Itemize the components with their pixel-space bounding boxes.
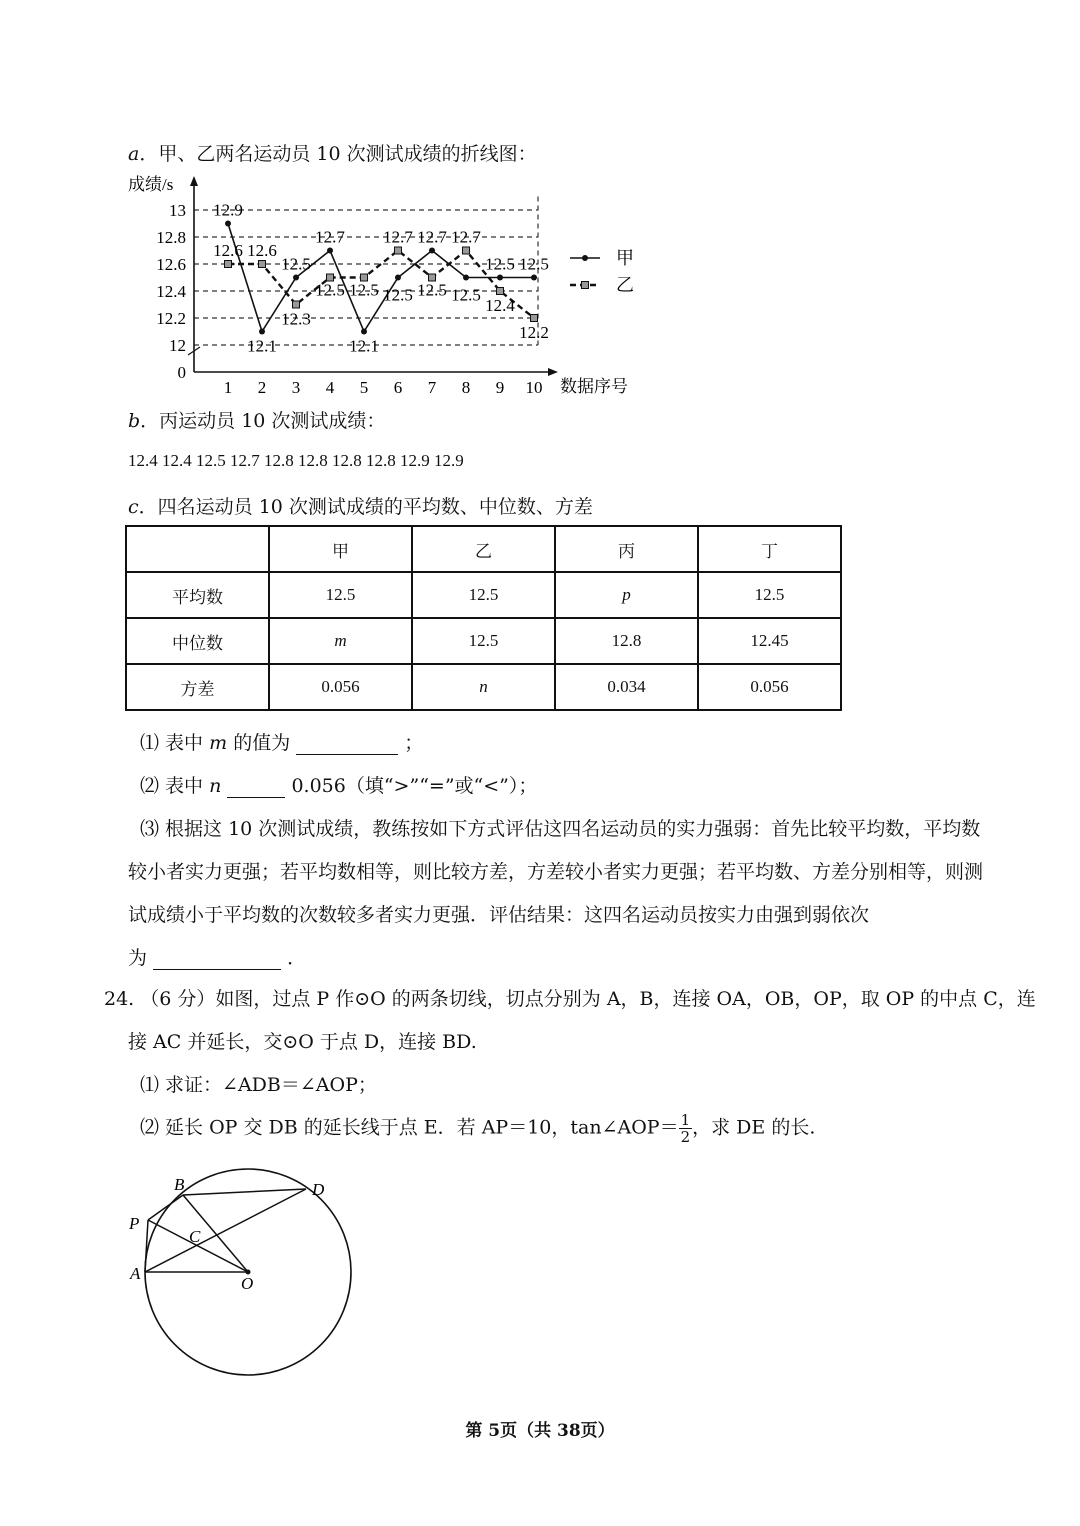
table-header-cell: 乙	[412, 526, 555, 572]
data-point-yi	[463, 247, 470, 254]
data-label: 12.5	[315, 280, 345, 300]
label-a: A	[130, 1264, 141, 1283]
table-cell: p	[555, 572, 698, 618]
table-header-cell: 甲	[269, 526, 412, 572]
y-tick-label: 13	[169, 201, 186, 220]
x-axis-arrow	[548, 368, 558, 376]
table-header-row	[126, 526, 841, 572]
legend-label-jia: 甲	[616, 248, 634, 268]
x-tick-label: 1	[223, 378, 233, 397]
x-axis-label: 数据序号	[560, 377, 628, 396]
data-point-jia	[225, 221, 231, 227]
question-24-part-2-end: ，求 DE 的长.	[692, 1116, 816, 1139]
question-2-number: ⑵	[140, 775, 160, 797]
y-axis-arrow	[190, 176, 198, 186]
label-p: P	[129, 1214, 140, 1233]
x-tick-label: 7	[427, 378, 437, 397]
data-point-yi	[225, 261, 232, 268]
question-1-number: ⑴	[140, 732, 160, 754]
data-label: 12.5	[485, 254, 515, 274]
table-row	[126, 618, 841, 664]
data-label: 12.2	[519, 323, 549, 342]
data-point-jia	[327, 248, 333, 254]
data-label: 12.1	[247, 336, 277, 356]
segment-bd	[183, 1189, 306, 1195]
section-c-title	[128, 492, 593, 519]
section-a-title	[128, 139, 537, 166]
data-point-jia	[395, 275, 401, 281]
legend-marker-jia	[582, 255, 588, 261]
y-tick-label: 0	[177, 363, 186, 382]
table-cell: 12.5	[412, 572, 555, 618]
segment-pb	[148, 1195, 183, 1220]
table-cell: 0.056	[269, 664, 412, 710]
table-cell: 平均数	[126, 572, 269, 618]
table-cell: 12.5	[698, 572, 841, 618]
data-point-yi	[293, 301, 300, 308]
data-label: 12.5	[451, 285, 481, 305]
question-1-text: 表中	[159, 732, 204, 754]
question-3-line-3: 试成绩小于平均数的次数较多者实力更强．评估结果：这四名运动员按实力由强到弱依次	[128, 904, 870, 926]
label-c: C	[189, 1227, 201, 1246]
answer-blank-1[interactable]	[296, 732, 398, 755]
question-1-end: ；	[404, 732, 424, 754]
legend-label-yi: 乙	[616, 275, 634, 295]
data-point-yi	[531, 315, 538, 322]
data-point-yi	[395, 247, 402, 254]
data-label: 12.5	[417, 280, 447, 300]
table-row	[126, 572, 841, 618]
table-cell: 0.056	[698, 664, 841, 710]
table-cell: m	[269, 618, 412, 664]
y-tick-label: 12.4	[156, 282, 186, 301]
section-b-title	[128, 406, 385, 433]
label-b: B	[174, 1175, 185, 1194]
data-point-jia	[531, 275, 537, 281]
x-tick-label: 6	[393, 378, 403, 397]
section-c-label: c	[128, 496, 139, 518]
data-point-jia	[293, 275, 299, 281]
table-cell: 中位数	[126, 618, 269, 664]
table-cell: 12.5	[269, 572, 412, 618]
geometry-figure	[120, 1165, 360, 1380]
table-cell: 12.45	[698, 618, 841, 664]
table-header-cell	[126, 526, 269, 572]
question-2-var: n	[209, 775, 222, 797]
question-2-text: 表中	[159, 775, 204, 797]
x-tick-label: 3	[291, 378, 301, 397]
table-header-cell: 丁	[698, 526, 841, 572]
data-label: 12.4	[485, 296, 515, 315]
question-3-line-1: ⑶ 根据这 10 次测试成绩，教练按如下方式评估这四名运动员的实力强弱：首先比较平均数，平均数	[140, 818, 981, 840]
fraction-numerator: 1	[680, 1111, 691, 1129]
x-tick-label: 8	[461, 378, 471, 397]
data-label: 12.7	[417, 227, 447, 247]
table-row	[126, 664, 841, 710]
section-b-text: ．丙运动员 10 次测试成绩：	[140, 410, 386, 432]
table-cell: 0.034	[555, 664, 698, 710]
section-a-label: a	[128, 143, 140, 165]
section-c-text: ．四名运动员 10 次测试成绩的平均数、中位数、方差	[138, 496, 593, 518]
data-label: 12.5	[383, 285, 413, 305]
data-point-jia	[429, 248, 435, 254]
x-tick-label: 5	[359, 378, 369, 397]
data-point-yi	[259, 261, 266, 268]
question-3-line-2: 较小者实力更强；若平均数相等，则比较方差，方差较小者实力更强；若平均数、方差分别相等，则测	[128, 861, 984, 883]
legend-marker-yi	[582, 282, 589, 289]
answer-blank-2[interactable]	[227, 775, 285, 798]
table-header-cell: 丙	[555, 526, 698, 572]
fraction-denominator: 2	[680, 1128, 691, 1146]
answer-blank-3[interactable]	[153, 947, 281, 970]
page-footer: 第 5页（共 38页）	[465, 1421, 615, 1441]
fraction	[679, 1112, 693, 1145]
question-24-part-2-text: ⑵ 延长 OP 交 DB 的延长线于点 E．若 AP＝10，tan∠AOP＝	[140, 1116, 679, 1139]
data-label: 12.5	[349, 280, 379, 300]
stats-table	[125, 525, 842, 711]
y-tick-label: 12	[169, 336, 186, 355]
data-point-jia	[259, 329, 265, 335]
question-2-text-2: 0.056（填“>”“=”或“<”）；	[291, 775, 538, 797]
question-3-line-4-text: 为	[128, 947, 148, 969]
question-3-line-4	[128, 943, 306, 970]
data-label: 12.6	[213, 241, 243, 260]
data-label: 12.5	[519, 254, 549, 274]
question-3-end: ．	[287, 947, 307, 969]
bing-scores: 12.4 12.4 12.5 12.7 12.8 12.8 12.8 12.8 12.9 12.9	[128, 451, 464, 470]
question-24-line-1: 24. （6 分）如图，过点 P 作⊙O 的两条切线，切点分别为 A，B，连接 OA，OB，OP，取 OP 的中点 C，连	[104, 988, 1036, 1010]
label-o: O	[241, 1274, 254, 1293]
question-1-var: m	[209, 732, 228, 754]
data-label: 12.7	[451, 227, 481, 247]
label-d: D	[312, 1180, 325, 1199]
y-tick-label: 12.8	[156, 228, 186, 247]
section-b-label: b	[128, 410, 141, 432]
data-label: 12.7	[383, 227, 413, 247]
data-label: 12.7	[315, 227, 345, 247]
table-cell: 12.8	[555, 618, 698, 664]
line-chart	[120, 170, 650, 400]
question-24-line-2: 接 AC 并延长，交⊙O 于点 D，连接 BD.	[128, 1031, 477, 1053]
table-cell: n	[412, 664, 555, 710]
question-1	[140, 728, 423, 755]
question-1-text-2: 的值为	[233, 732, 291, 754]
x-tick-label: 10	[525, 378, 543, 397]
question-24-part-2	[140, 1112, 815, 1145]
x-tick-label: 2	[257, 378, 267, 397]
question-24-part-1: ⑴ 求证：∠ADB＝∠AOP；	[140, 1074, 377, 1096]
data-label: 12.6	[247, 241, 277, 260]
data-point-jia	[361, 329, 367, 335]
table-cell: 12.5	[412, 618, 555, 664]
data-point-yi	[497, 288, 504, 295]
table-cell: 方差	[126, 664, 269, 710]
data-label: 12.3	[281, 309, 311, 329]
data-label: 12.9	[213, 200, 243, 220]
y-axis-label: 成绩/s	[128, 175, 174, 194]
section-a-text: ．甲、乙两名运动员 10 次测试成绩的折线图：	[139, 143, 537, 165]
x-tick-label: 9	[495, 378, 505, 397]
data-label: 12.5	[281, 254, 311, 274]
y-tick-label: 12.2	[156, 309, 186, 328]
data-point-jia	[497, 275, 503, 281]
data-label: 12.1	[349, 336, 379, 356]
data-point-jia	[463, 275, 469, 281]
y-tick-label: 12.6	[156, 255, 186, 274]
x-tick-label: 4	[325, 378, 335, 397]
question-2	[140, 771, 537, 798]
